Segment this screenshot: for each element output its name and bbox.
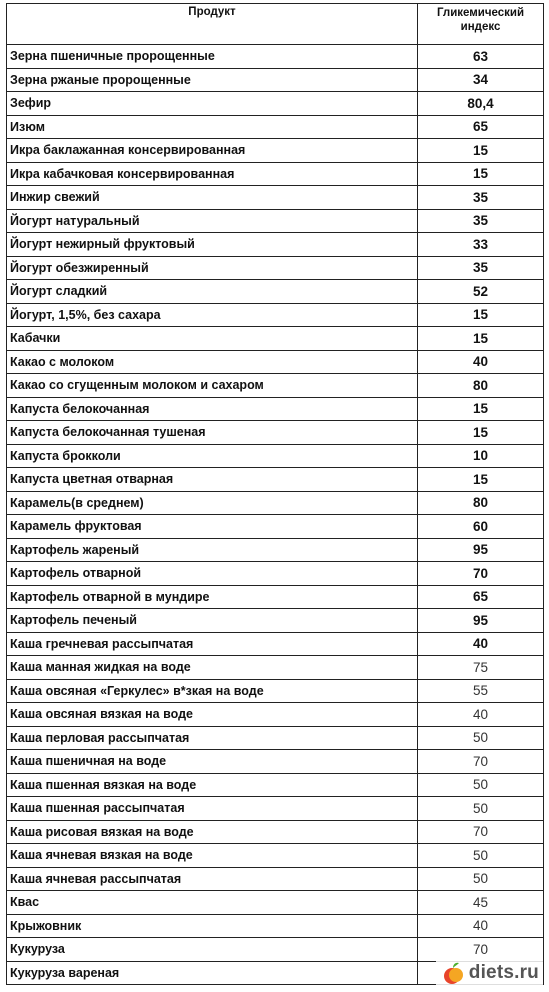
gi-value-cell: 70 [418,562,544,586]
product-name-cell: Икра баклажанная консервированная [7,139,418,163]
product-column-header: Продукт [7,4,418,45]
gi-value-cell: 52 [418,280,544,304]
gi-value-cell: 55 [418,679,544,703]
gi-value-cell: 15 [418,421,544,445]
gi-value-cell: 75 [418,656,544,680]
gi-value-cell: 50 [418,844,544,868]
gi-value-cell: 95 [418,609,544,633]
table-row [7,280,544,304]
gi-value-cell: 40 [418,350,544,374]
gi-value-cell: 33 [418,233,544,257]
table-row [7,162,544,186]
product-name-cell: Кабачки [7,327,418,351]
gi-value-cell: 15 [418,139,544,163]
product-name-cell: Карамель(в среднем) [7,491,418,515]
watermark-logo [436,958,543,988]
product-name-cell: Каша ячневая вязкая на воде [7,844,418,868]
table-row [7,844,544,868]
product-name-cell: Каша перловая рассыпчатая [7,726,418,750]
gi-value-cell: 65 [418,115,544,139]
product-name-cell: Каша гречневая рассыпчатая [7,632,418,656]
apple-logo-icon [440,960,466,986]
table-row [7,891,544,915]
product-name-cell: Каша ячневая рассыпчатая [7,867,418,891]
gi-value-cell: 15 [418,327,544,351]
table-row [7,515,544,539]
gi-value-cell: 40 [418,914,544,938]
product-name-cell: Каша овсяная вязкая на воде [7,703,418,727]
product-name-cell: Какао со сгущенным молоком и сахаром [7,374,418,398]
watermark-text: diets.ru [468,962,539,983]
product-name-cell: Крыжовник [7,914,418,938]
product-name-cell: Капуста белокочанная [7,397,418,421]
table-row [7,233,544,257]
table-row [7,867,544,891]
table-row [7,256,544,280]
gi-value-cell: 65 [418,585,544,609]
table-row [7,444,544,468]
table-row [7,656,544,680]
product-name-cell: Йогурт обезжиренный [7,256,418,280]
gi-value-cell: 50 [418,726,544,750]
table-row [7,491,544,515]
table-row [7,397,544,421]
gi-value-cell: 15 [418,397,544,421]
glycemic-index-table [6,3,544,985]
product-name-cell: Йогурт, 1,5%, без сахара [7,303,418,327]
table-row [7,139,544,163]
table-row [7,92,544,116]
table-row [7,327,544,351]
product-name-cell: Каша пшеничная на воде [7,750,418,774]
gi-value-cell: 50 [418,797,544,821]
table-row [7,797,544,821]
table-row [7,68,544,92]
table-row [7,632,544,656]
table-row [7,209,544,233]
product-name-cell: Капуста цветная отварная [7,468,418,492]
table-row [7,303,544,327]
gi-value-cell: 80 [418,374,544,398]
table-row [7,562,544,586]
product-name-cell: Йогурт сладкий [7,280,418,304]
product-name-cell: Зерна пшеничные пророщенные [7,45,418,69]
gi-value-cell: 80,4 [418,92,544,116]
table-row [7,350,544,374]
product-name-cell: Йогурт натуральный [7,209,418,233]
table-row [7,773,544,797]
table-row [7,45,544,69]
table-header-row [7,4,544,45]
table-row [7,914,544,938]
product-name-cell: Изюм [7,115,418,139]
gi-value-cell: 95 [418,538,544,562]
table-row [7,726,544,750]
table-row [7,115,544,139]
product-name-cell: Инжир свежий [7,186,418,210]
gi-value-cell: 15 [418,303,544,327]
gi-value-cell: 35 [418,256,544,280]
gi-value-cell: 70 [418,820,544,844]
product-name-cell: Карамель фруктовая [7,515,418,539]
gi-value-cell: 34 [418,68,544,92]
gi-value-cell: 80 [418,491,544,515]
table-row [7,679,544,703]
product-name-cell: Капуста брокколи [7,444,418,468]
gi-value-cell: 35 [418,186,544,210]
table-row [7,750,544,774]
product-name-cell: Икра кабачковая консервированная [7,162,418,186]
table-row [7,374,544,398]
product-name-cell: Картофель отварной в мундире [7,585,418,609]
product-name-cell: Каша пшенная рассыпчатая [7,797,418,821]
gi-value-cell: 63 [418,45,544,69]
product-name-cell: Каша овсяная «Геркулес» в*зкая на воде [7,679,418,703]
gi-value-cell: 70 [418,750,544,774]
table-row [7,820,544,844]
product-name-cell: Йогурт нежирный фруктовый [7,233,418,257]
product-name-cell: Зефир [7,92,418,116]
product-name-cell: Капуста белокочанная тушеная [7,421,418,445]
product-name-cell: Кукуруза вареная [7,961,418,985]
product-name-cell: Картофель отварной [7,562,418,586]
gi-value-cell: 15 [418,162,544,186]
table-row [7,421,544,445]
table-row [7,703,544,727]
product-name-cell: Картофель жареный [7,538,418,562]
product-name-cell: Каша рисовая вязкая на воде [7,820,418,844]
gi-value-cell: 50 [418,773,544,797]
gi-value-cell: 45 [418,891,544,915]
gi-value-cell: 15 [418,468,544,492]
gi-value-cell: 40 [418,703,544,727]
table-row [7,186,544,210]
product-name-cell: Картофель печеный [7,609,418,633]
product-name-cell: Какао с молоком [7,350,418,374]
product-name-cell: Квас [7,891,418,915]
product-name-cell: Кукуруза [7,938,418,962]
gi-value-cell: 60 [418,515,544,539]
table-row [7,585,544,609]
table-row [7,538,544,562]
gi-value-cell: 50 [418,867,544,891]
gi-value-cell: 35 [418,209,544,233]
table-row [7,609,544,633]
table-row [7,468,544,492]
gi-value-cell: 70 [418,938,544,962]
gi-value-cell: 40 [418,632,544,656]
product-name-cell: Каша пшенная вязкая на воде [7,773,418,797]
table-body [7,45,544,985]
product-name-cell: Каша манная жидкая на воде [7,656,418,680]
gi-value-cell: 10 [418,444,544,468]
product-name-cell: Зерна ржаные пророщенные [7,68,418,92]
gi-column-header: Гликемический индекс [418,4,544,45]
